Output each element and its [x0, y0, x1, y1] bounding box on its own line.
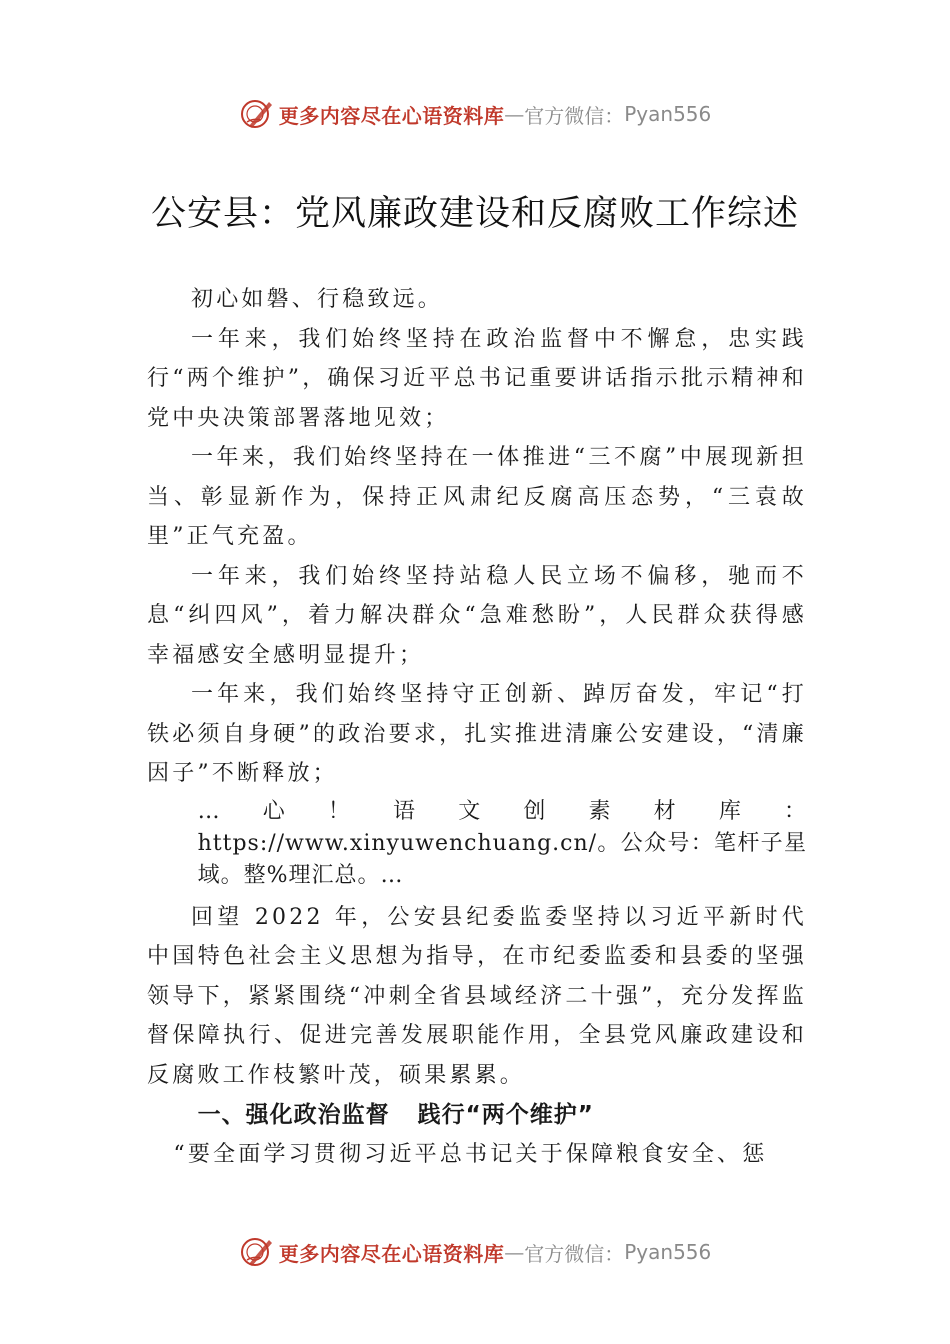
document-title: 公安县：党风廉政建设和反腐败工作综述	[150, 194, 799, 234]
section-heading-part2: 践行“两个维护”	[417, 1102, 594, 1128]
source-note: …心！语文创素材库：https://www.xinyuwenchuang.cn/。公众号：笔杆子星域。整%理汇总。…	[197, 798, 807, 888]
paragraph: “要全面学习贯彻习近平总书记关于保障粮食安全、惩	[173, 1142, 768, 1167]
banner-wechat-label: 官方微信：	[524, 103, 625, 128]
banner-brand-text: 更多内容尽在心语资料库	[278, 103, 505, 128]
document-body	[147, 280, 807, 1175]
banner-wechat-id: Pyan556	[624, 102, 712, 126]
pen-logo-icon	[239, 96, 275, 132]
paragraph: 回望 2022 年，公安县纪委监委坚持以习近平新时代中国特色社会主义思想为指导，在市纪委监委和县委的坚强领导下，紧紧围绕“冲刺全省县域经济二十强”，充分发挥监督保障执行、促进完善发展职能作用，全县党风廉政建设和反腐败工作枝繁叶茂，硕果累累。	[147, 904, 807, 1088]
paragraph: 初心如磐、行稳致远。	[191, 287, 444, 312]
banner-wechat-id: Pyan556	[624, 1240, 712, 1264]
paragraph: 一年来，我们始终坚持站稳人民立场不偏移，驰而不息“纠四风”，着力解决群众“急难愁盼”，人民群众获得感幸福感安全感明显提升；	[147, 563, 807, 668]
footer-banner	[0, 1232, 950, 1272]
banner-brand-text: 更多内容尽在心语资料库	[278, 1241, 505, 1266]
banner-dash: —	[504, 1240, 525, 1264]
section-heading-part1: 一、强化政治监督	[197, 1102, 390, 1128]
paragraph: 一年来，我们始终坚持在政治监督中不懈怠，忠实践行“两个维护”，确保习近平总书记重要讲话指示批示精神和党中央决策部署落地见效；	[147, 326, 807, 431]
header-banner	[0, 94, 950, 134]
paragraph: 一年来，我们始终坚持在一体推进“三不腐”中展现新担当、彰显新作为，保持正风肃纪反腐高压态势，“三袁故里”正气充盈。	[147, 445, 807, 549]
banner-dash: —	[504, 102, 525, 126]
section-heading	[147, 1095, 807, 1135]
pen-logo-icon	[239, 1234, 275, 1270]
paragraph: 一年来，我们始终坚持守正创新、踔厉奋发，牢记“打铁必须自身硬”的政治要求，扎实推进清廉公安建设，“清廉因子”不断释放；	[147, 682, 807, 786]
banner-wechat-label: 官方微信：	[524, 1241, 625, 1266]
